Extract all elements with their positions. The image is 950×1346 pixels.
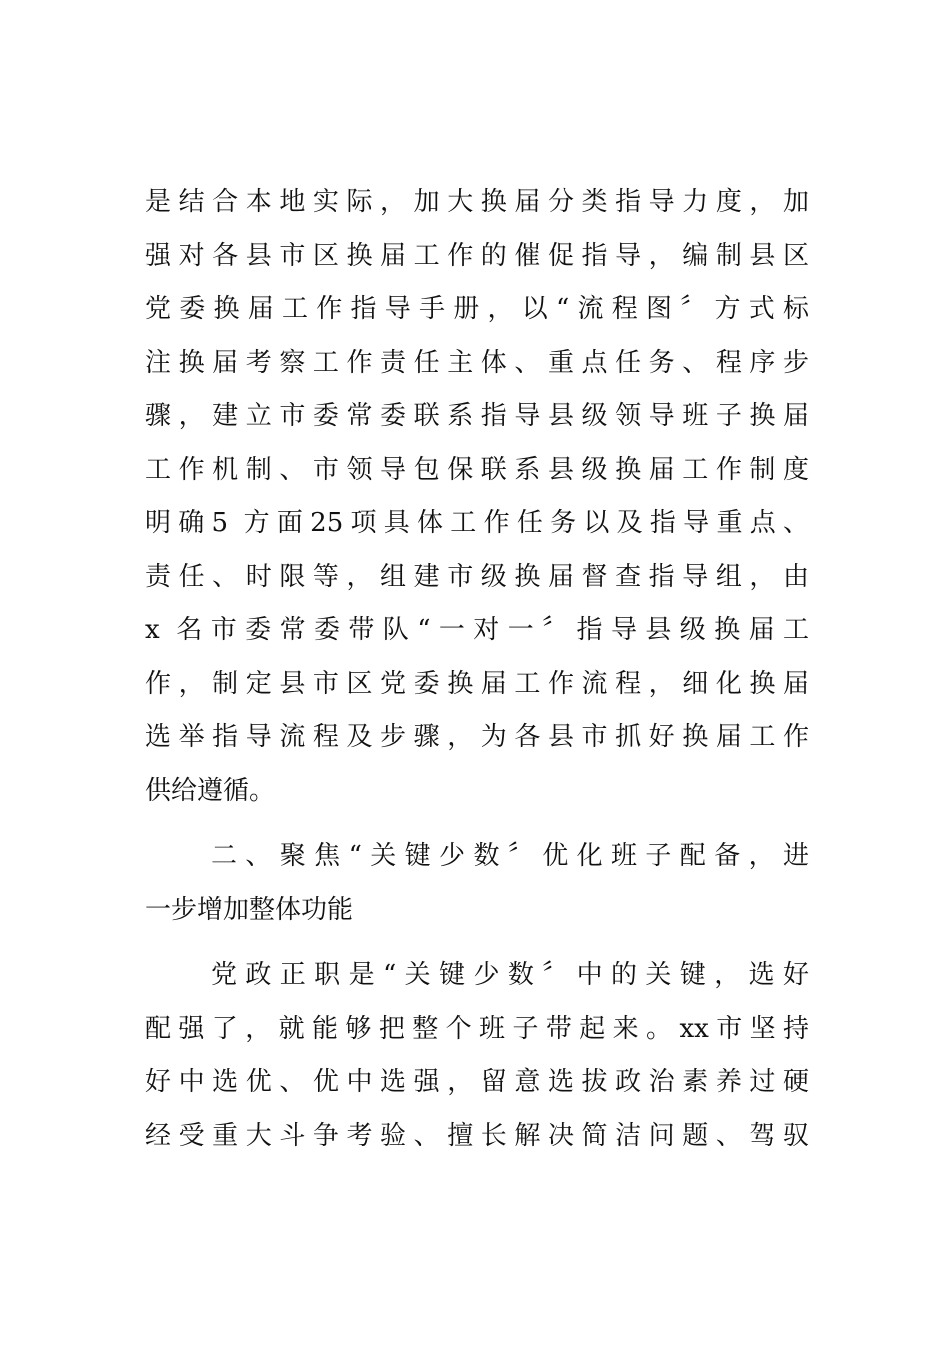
paragraph-gap xyxy=(145,818,809,830)
text-line: 配强了，就能够把整个班子带起来。xx市坚持 xyxy=(145,1013,809,1044)
text-line: 党政正职是“关键少数〞中的关键，选好 xyxy=(211,960,809,990)
heading-line: 二、聚焦“关键少数〞优化班子配备，进 xyxy=(211,841,809,871)
text-line: 是结合本地实际，加大换届分类指导力度，加 xyxy=(145,187,809,217)
paragraph-2 xyxy=(145,949,809,1163)
text-line: 工作机制、市领导包保联系县级换届工作制度 xyxy=(145,454,809,485)
paragraph-1 xyxy=(145,176,809,818)
paragraph-gap xyxy=(145,937,809,949)
text-line: 供给遵循。 xyxy=(145,775,276,806)
text-line: 党委换届工作指导手册，以“流程图〞方式标 xyxy=(145,294,809,324)
text-line: 注换届考察工作责任主体、重点任务、程序步 xyxy=(145,347,809,378)
text-line: 责任、时限等，组建市级换届督查指导组，由 xyxy=(145,561,809,592)
text-line: 明确5 方面25项具体工作任务以及指导重点、 xyxy=(145,508,809,538)
heading-line: 一步增加整体功能 xyxy=(145,894,354,925)
text-line: 强对各县市区换届工作的催促指导，编制县区 xyxy=(145,240,809,271)
text-line: 骤，建立市委常委联系指导县级领导班子换届 xyxy=(145,401,809,431)
text-line: 好中选优、优中选强，留意选拔政治素养过硬 xyxy=(145,1067,809,1097)
section-heading-2 xyxy=(145,830,809,937)
document-body xyxy=(145,176,809,1163)
text-line: 作，制定县市区党委换届工作流程，细化换届 xyxy=(145,668,809,699)
text-line: x 名市委常委带队“一对一〞指导县级换届工 xyxy=(145,615,809,645)
text-line: 经受重大斗争考验、擅长解决简洁问题、驾驭 xyxy=(145,1120,809,1151)
text-line: 选举指导流程及步骤，为各县市抓好换届工作 xyxy=(145,722,809,752)
